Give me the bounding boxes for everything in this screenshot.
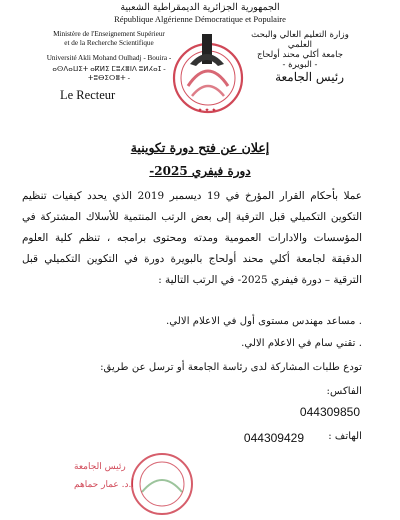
rank-item-2: . تقني سام في الاعلام الالي.: [241, 338, 362, 349]
stamp-rector-title: رئيس الجامعة: [74, 462, 126, 472]
republic-arabic: الجمهورية الجزائرية الديمقراطية الشعبية: [120, 2, 280, 13]
rank-item-1: . مساعد مهندس مستوى أول في الاعلام الالي.: [166, 316, 362, 327]
round-stamp-icon: [70, 440, 200, 516]
university-seal: [160, 26, 250, 116]
stamp-signer-name: أ.د. عمار حماهم: [74, 480, 134, 490]
submission-text: تودع طلبات المشاركة لدى رئاسة الجامعة أو ترسل عن طريق:: [100, 362, 362, 373]
phone-number: 044309429: [243, 431, 304, 445]
svg-text:✦ ✦ ✦: ✦ ✦ ✦: [197, 107, 217, 114]
fax-number: 044309850: [299, 405, 360, 419]
announcement-title: إعلان عن فتح دورة تكوينية: [130, 140, 270, 155]
fax-label: الفاكس:: [326, 386, 362, 397]
left-header-block: [44, 30, 174, 83]
university-name-ar: جامعة أكلي محند أولحاج: [256, 50, 344, 60]
university-name-tifinagh: ⴰⵙⴷⴰⵡⵉⵜ ⴰⴽⵍⵉ ⵎⵓⵃⴻⵏⴷ ⵓⵍⵃⴰⵊ - ⵜⵓⴱⵉⵔⴻⵜ -: [52, 65, 166, 82]
announcement-subtitle: دورة فيفري 2025-: [149, 164, 251, 178]
phone-label: الهاتف :: [328, 431, 362, 442]
ministry-line-1: Ministère de l'Enseignement Supérieur: [53, 30, 165, 38]
city-name-ar: - البويرة -: [282, 60, 318, 70]
ministry-line-2: et de la Recherche Scientifique: [64, 39, 154, 47]
rector-title-ar: رئيس الجامعة: [275, 70, 344, 84]
university-name-fr: Université Akli Mohand Oulhadj - Bouira -: [46, 54, 172, 62]
ministry-line-ar: وزارة التعليم العالي والبحث العلمي: [251, 30, 349, 50]
rector-title-fr: Le Recteur: [60, 88, 116, 102]
announcement-paragraph: عملا بأحكام القرار المؤرخ في 19 ديسمبر 2019 الذي يحدد كيفيات تنظيم التكوين التكميلي قبل الترقية إلى بعض الرتب المنتمية للأسلاك المشتركة في المؤسسات والادارات العمومية ومدته ومحتوى برامجه ، تنظم كلية العلوم الدقيقة لجامعة أكلي محند أولحاج بالبويرة دورة في التكوين التكميلي قبل الترقية – دورة فيفري 2025- في الرتب التالية :: [22, 190, 363, 286]
right-header-block: [240, 30, 360, 70]
republic-french: République Algérienne Démocratique et Populaire: [114, 14, 286, 24]
signature-stamp-area: [70, 440, 200, 516]
seal-stamp-icon: [160, 26, 250, 116]
